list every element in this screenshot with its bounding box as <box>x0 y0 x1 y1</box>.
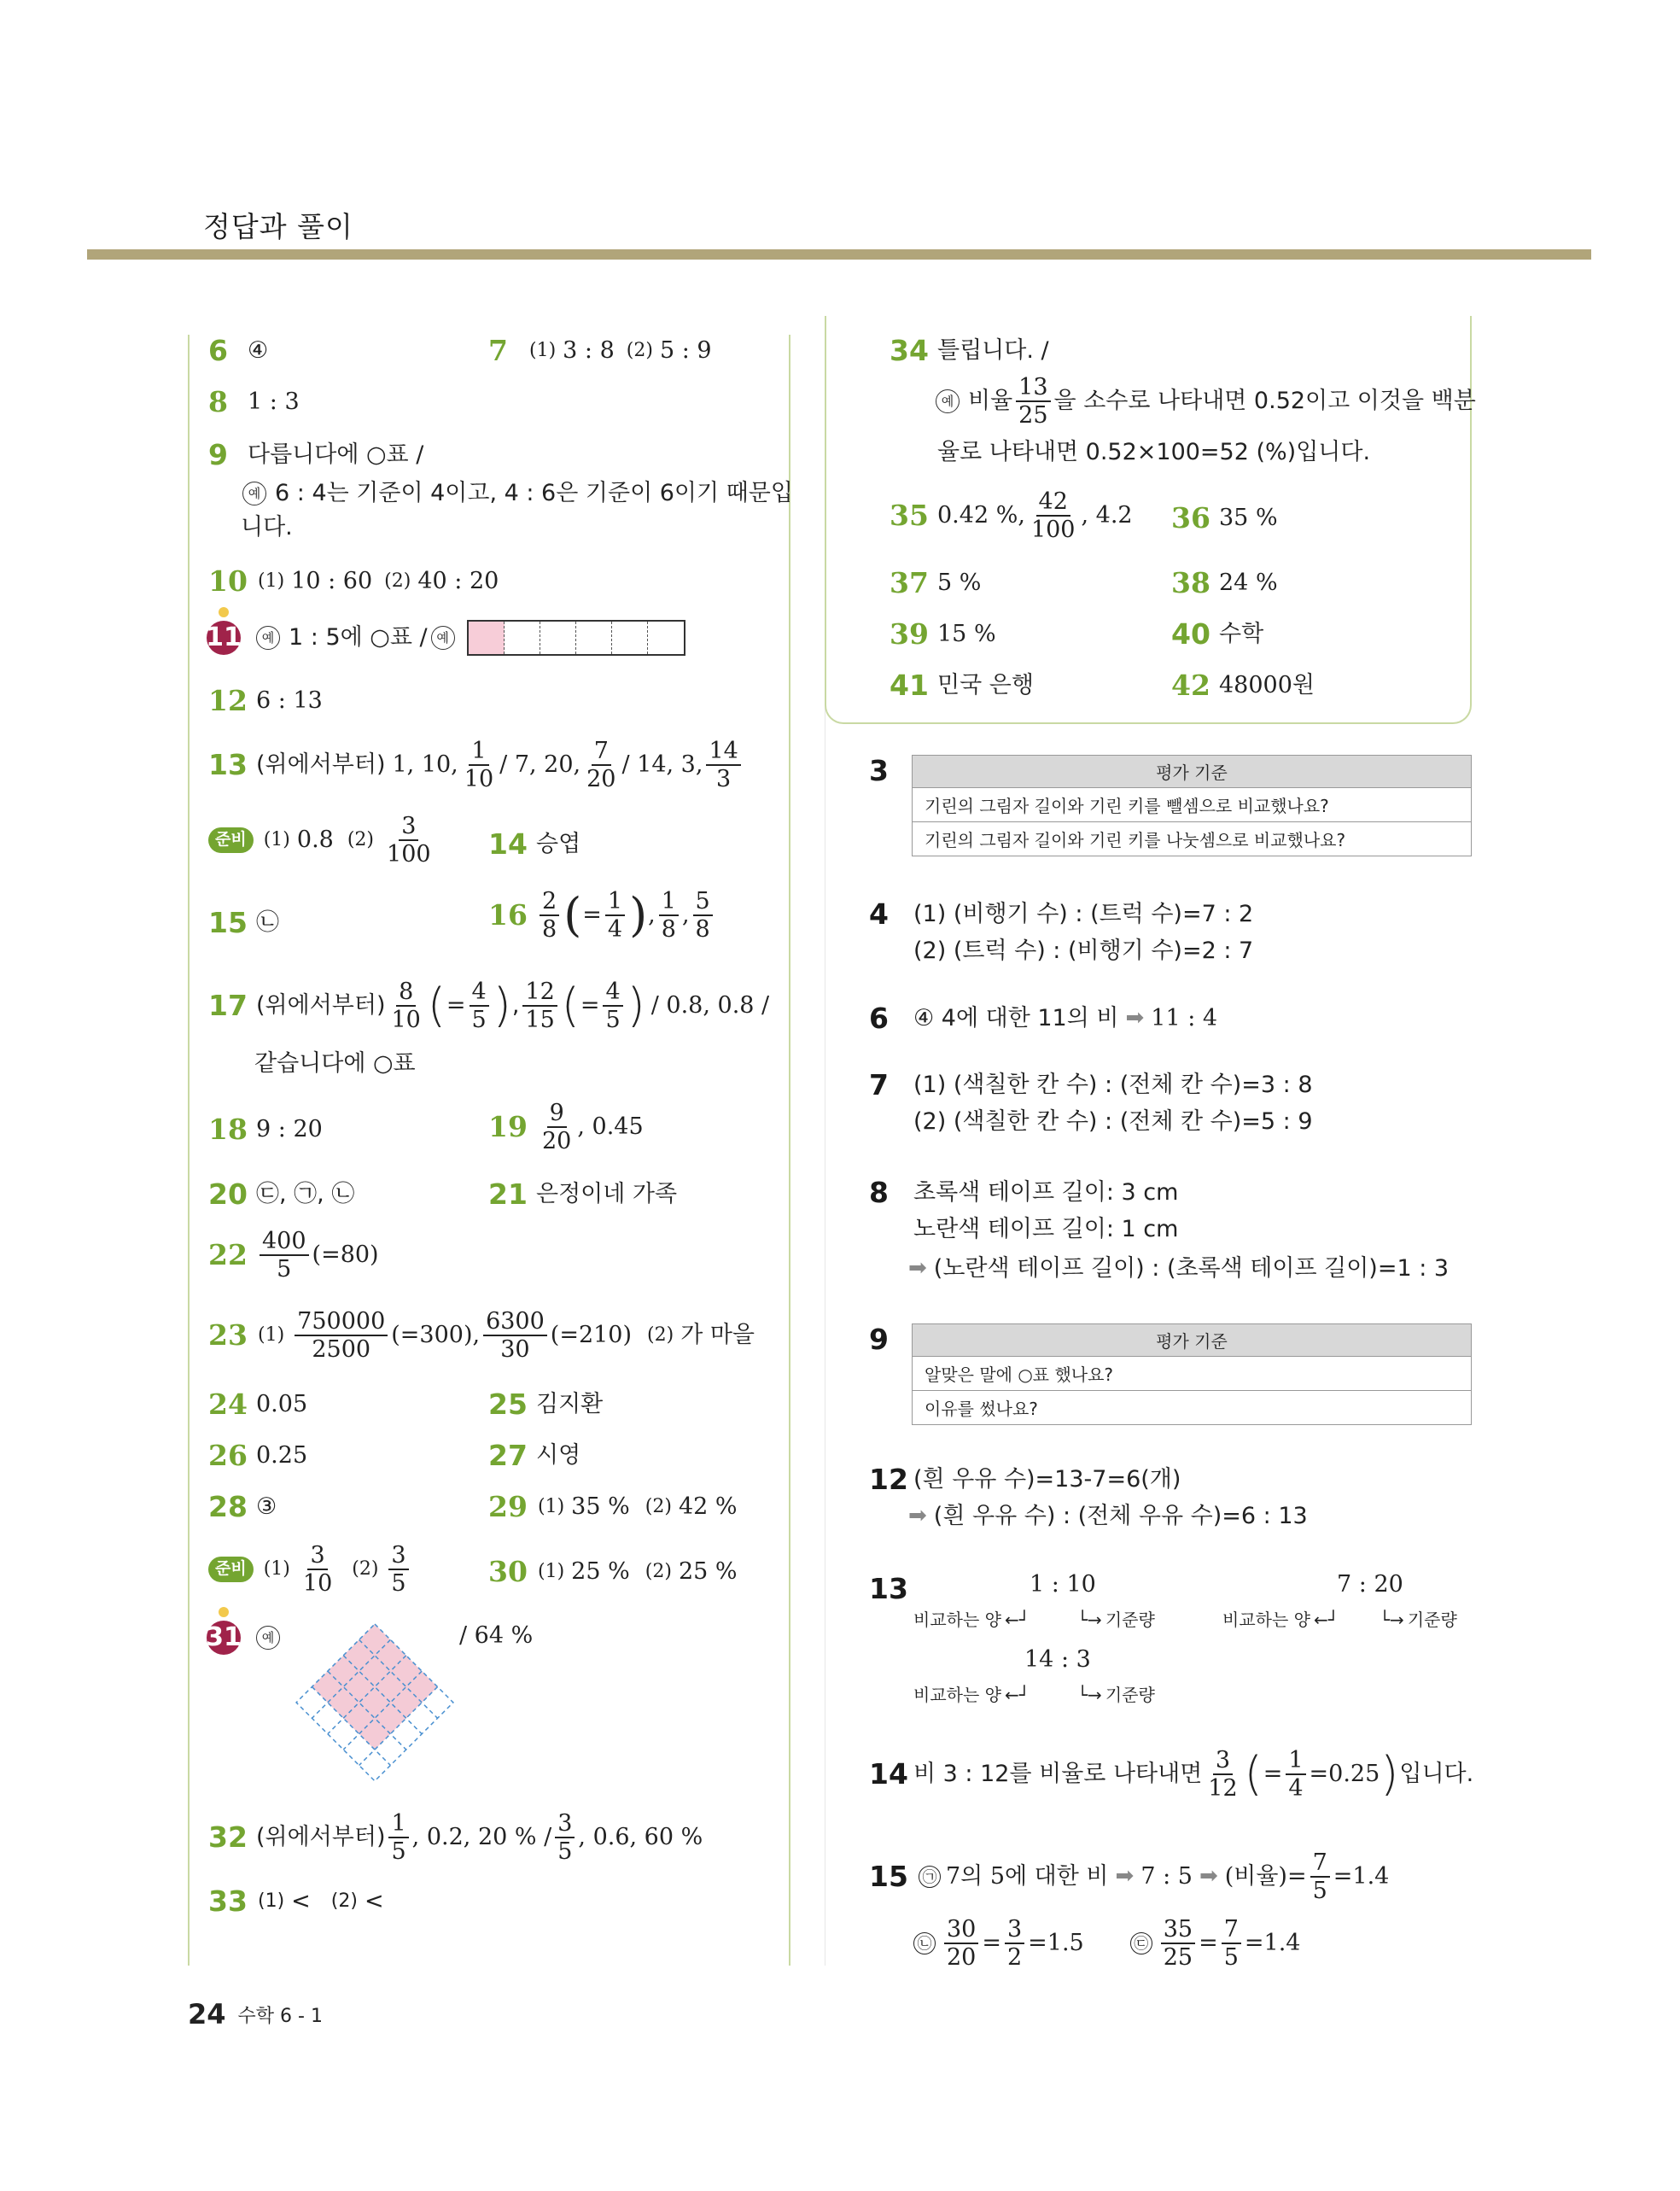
part-label: (2) <box>645 1561 672 1583</box>
part-label: (2) <box>645 1496 672 1518</box>
fraction: $\frac{30}{20}$ <box>944 1918 978 1969</box>
explain-text: (흰 우유 수)=13-7=6(개) <box>913 1466 1181 1493</box>
ratio-1: 1 : 10 <box>1030 1571 1096 1598</box>
explain-9 <box>869 1323 913 1356</box>
answer-26 <box>208 1440 307 1472</box>
q-number: 41 <box>890 669 929 702</box>
answer-29 <box>488 1491 738 1523</box>
q-number: 30 <box>488 1555 528 1588</box>
answer-34 <box>890 335 1049 367</box>
explain-15-line2 <box>908 1918 1300 1969</box>
answer-text: (=210) <box>550 1322 633 1349</box>
part-label: (1) <box>263 829 290 851</box>
q-number: 42 <box>1171 669 1210 702</box>
answer-31-tail <box>459 1622 533 1649</box>
equals: = <box>446 992 466 1020</box>
junbi-1 <box>208 815 437 866</box>
answer-9-line3 <box>241 514 293 540</box>
answer-text: 을 소수로 나타내면 0.52이고 이것을 백분 <box>1053 388 1476 415</box>
explain-14: 14 비 3 : 12를 비율로 나타내면 3 12 ( = $\frac{1}{4}$ =0.25 ) 입니다. <box>869 1747 1474 1802</box>
fraction: 6300 30 <box>483 1310 547 1361</box>
q-number: 24 <box>208 1388 248 1421</box>
q-number: 33 <box>208 1884 248 1918</box>
answer-text: 다릅니다에 ○표 / <box>248 441 424 469</box>
q-number: 28 <box>208 1490 248 1523</box>
answer-text: 0.8 <box>296 827 334 854</box>
q-number: 15 <box>869 1860 908 1894</box>
explain-text: 11 : 4 <box>1151 1005 1218 1032</box>
answer-text: 9 : 20 <box>256 1116 323 1143</box>
answer-text: 25 % <box>571 1558 630 1586</box>
middle-line-left <box>789 335 790 1966</box>
q-number: 18 <box>208 1113 248 1146</box>
example-mark: 예 <box>242 482 266 505</box>
fraction: 14 3 <box>706 739 740 791</box>
equals: = <box>580 992 600 1020</box>
answer-text: / 0.8, 0.8 / <box>650 992 770 1020</box>
explain-text: 노란색 테이프 길이: 1 cm <box>913 1216 1179 1242</box>
answer-9 <box>208 439 423 471</box>
explain-text: (노란색 테이프 길이) : (초록색 테이프 길이)=1 : 3 <box>933 1255 1450 1282</box>
q-number: 6 <box>208 334 228 367</box>
arrow-icon: ➡ <box>1199 1863 1218 1890</box>
q-number: 36 <box>1171 501 1210 535</box>
answer-16: 16 2 8 ( = $\frac{1}{4}$ ) , 1 8 , 5 8 <box>488 890 716 941</box>
answer-text: 3 : 8 <box>563 337 615 365</box>
fraction: 7 20 <box>586 738 616 792</box>
q-number: 21 <box>488 1177 528 1211</box>
header-bar <box>87 249 1591 260</box>
answer-text: < <box>291 1888 311 1915</box>
answer-12 <box>208 685 323 717</box>
answer-text: 같습니다에 ○표 <box>254 1050 416 1077</box>
table-row: 기린의 그림자 길이와 기린 키를 뺄셈으로 비교했나요? <box>913 788 1471 822</box>
q-number: 7 <box>869 1068 889 1101</box>
part-label: (1) <box>538 1496 565 1518</box>
q-number: 25 <box>488 1388 528 1421</box>
answer-text: 6 : 13 <box>256 687 323 715</box>
q-number: 6 <box>869 1002 889 1035</box>
example-mark: 예 <box>256 626 280 650</box>
answer-39 <box>890 618 996 651</box>
example-mark: 예 <box>431 626 455 650</box>
part-label: (2) <box>384 570 411 593</box>
ratio-3-compare-label: 비교하는 양 ←┘ <box>913 1685 1030 1705</box>
q-number: 14 <box>869 1757 908 1791</box>
answer-17-line2 <box>254 1050 416 1077</box>
q-number: 29 <box>488 1490 528 1523</box>
part-label: (1) <box>258 1890 285 1913</box>
answer-text: 시영 <box>536 1442 581 1469</box>
answer-text: < <box>364 1888 384 1915</box>
q-number: 12 <box>869 1463 908 1496</box>
answer-37 <box>890 567 981 599</box>
ratio-2: 7 : 20 <box>1337 1571 1403 1598</box>
fraction: 42 100 <box>1030 488 1076 543</box>
part-label: (1) <box>263 1558 290 1580</box>
answer-11 <box>207 620 685 656</box>
fraction: 13 25 <box>1016 376 1050 427</box>
equals: = <box>1199 1930 1218 1957</box>
explain-7 <box>869 1069 1313 1101</box>
answer-17: 17 (위에서부터) 8 10 ( = $\frac{4}{5}$ ) , 12 15 ( = $\frac{4}{5}$ ) / 0.8, 0.8 / <box>208 979 770 1033</box>
q-number: 34 <box>890 334 929 367</box>
q-number: 39 <box>890 617 929 651</box>
prep-badge: 준비 <box>208 827 254 853</box>
answer-text: 24 % <box>1219 570 1278 597</box>
criteria-table-3 <box>912 755 1472 856</box>
answer-text: (=80) <box>312 1242 379 1269</box>
q-number: 16 <box>488 898 528 932</box>
fraction: 3 100 <box>387 813 431 868</box>
part-label: (2) <box>647 1324 674 1347</box>
answer-text: 김지환 <box>536 1391 604 1418</box>
fraction: 3 5 <box>555 1812 575 1863</box>
q-number: 12 <box>208 684 248 717</box>
equals: = <box>982 1930 1001 1957</box>
answer-text: 5 % <box>937 570 982 597</box>
fraction: 2 8 <box>540 890 559 941</box>
answer-31 <box>207 1621 289 1655</box>
answer-19 <box>488 1101 644 1153</box>
circled-letter: ㉠ <box>919 1866 941 1888</box>
arrow-icon: ➡ <box>1125 1005 1145 1031</box>
answer-text: , 0.6, 60 % <box>578 1824 703 1851</box>
table-header: 평가 기준 <box>913 756 1471 788</box>
part-label: (2) <box>626 340 653 362</box>
answer-text: / 64 % <box>459 1622 534 1649</box>
q-number: 7 <box>488 334 508 367</box>
explain-text: 7 : 5 <box>1140 1863 1193 1890</box>
explain-15 <box>869 1851 1389 1902</box>
part-label: (1) <box>538 1561 565 1583</box>
answer-22 <box>208 1230 379 1281</box>
ratio-1-compare-label: 비교하는 양 ←┘ <box>913 1610 1030 1630</box>
ratio-2-compare-label: 비교하는 양 ←┘ <box>1222 1610 1339 1630</box>
answer-text: ㉡ <box>256 909 279 937</box>
answer-prefix: (위에서부터) <box>256 1824 386 1851</box>
q-number: 26 <box>208 1439 248 1472</box>
answer-34-line3 <box>937 439 1370 465</box>
explain-text: =0.25 <box>1309 1761 1380 1788</box>
criteria-table-9 <box>912 1323 1472 1425</box>
junbi-2 <box>208 1544 412 1595</box>
answer-13 <box>208 739 744 791</box>
answer-text: 25 % <box>678 1558 738 1586</box>
fraction: $\frac{3}{2}$ <box>1005 1918 1024 1969</box>
fraction: $\frac{35}{25}$ <box>1161 1918 1195 1969</box>
explain-8-line2 <box>913 1216 1178 1242</box>
answer-8 <box>208 386 300 418</box>
explain-text: (비율)= <box>1224 1863 1307 1890</box>
fraction: $\frac{7}{5}$ <box>1310 1851 1330 1902</box>
table-header: 평가 기준 <box>913 1324 1471 1357</box>
answer-20 <box>208 1178 354 1211</box>
fraction: 8 10 <box>391 979 421 1033</box>
answer-text: 1, 10, <box>392 751 458 779</box>
circled-letter: ㉡ <box>913 1932 936 1954</box>
answer-10 <box>208 565 499 598</box>
example-mark: 예 <box>936 389 960 413</box>
q-number: 3 <box>869 754 889 787</box>
answer-25 <box>488 1388 603 1421</box>
answer-text: ㉢, ㉠, ㉡ <box>256 1181 355 1208</box>
explain-7-line2 <box>913 1108 1313 1135</box>
star-question-badge: 11 <box>207 621 241 655</box>
explain-6 <box>869 1002 1217 1035</box>
answer-text: ③ <box>256 1493 277 1521</box>
answer-text: (=300), <box>391 1322 481 1349</box>
answer-text: 10 : 60 <box>291 568 373 595</box>
table-row: 알맞은 말에 ○표 했나요? <box>913 1357 1471 1391</box>
answer-prefix: (위에서부터) <box>256 992 386 1020</box>
fraction: $\frac{4}{5}$ <box>470 980 489 1031</box>
explain-text: 초록색 테이프 길이: 3 cm <box>913 1179 1179 1207</box>
q-number: 4 <box>869 897 889 931</box>
explain-text: (흰 우유 수) : (전체 우유 수)=6 : 13 <box>933 1503 1308 1529</box>
answer-text: 비율 <box>968 388 1013 415</box>
explain-text: 7의 5에 대한 비 <box>946 1863 1109 1890</box>
fraction: $\frac{1}{4}$ <box>605 890 625 941</box>
fraction: 1 10 <box>464 738 494 792</box>
answer-text: , 0.45 <box>577 1113 644 1141</box>
answer-28 <box>208 1491 277 1523</box>
star-question-badge: 31 <box>207 1621 241 1655</box>
circled-letter: ㉢ <box>1130 1932 1152 1954</box>
page-header-title: 정답과 풀이 <box>203 210 353 243</box>
answer-text: 은정이네 가족 <box>536 1181 678 1208</box>
q-number: 35 <box>890 499 929 533</box>
answer-text: 35 % <box>571 1493 630 1521</box>
answer-text: 0.05 <box>256 1391 308 1418</box>
left-column-line <box>188 335 190 1966</box>
answer-text: 가 마을 <box>680 1322 755 1349</box>
ratio-2-base-label: └→ 기준량 <box>1380 1610 1457 1630</box>
answer-text: , 0.2, 20 % / <box>411 1824 552 1851</box>
q-number: 14 <box>488 827 528 861</box>
q-number: 38 <box>1171 566 1210 599</box>
answer-40 <box>1171 618 1263 651</box>
explain-text: 비 3 : 12를 비율로 나타내면 <box>913 1761 1203 1788</box>
fraction: $\frac{4}{5}$ <box>603 980 622 1031</box>
answer-23 <box>208 1310 755 1361</box>
answer-text: 민국 은행 <box>937 672 1034 699</box>
ratio-3-base-label: └→ 기준량 <box>1077 1685 1155 1705</box>
answer-30 <box>488 1556 738 1588</box>
answer-text: 니다. <box>241 514 293 540</box>
answer-42 <box>1171 669 1315 702</box>
q-number: 9 <box>208 438 228 471</box>
page-number: 24 <box>188 1998 226 2030</box>
arrow-icon: ➡ <box>908 1502 927 1528</box>
q-number: 8 <box>208 385 228 418</box>
q-number: 27 <box>488 1439 528 1472</box>
answer-38 <box>1171 567 1278 599</box>
answer-text: / 14, 3, <box>621 751 703 779</box>
part-label: (2) <box>330 1890 358 1913</box>
table-row: 이유를 썼나요? <box>925 1399 1038 1419</box>
fraction: 12 15 <box>522 980 557 1031</box>
answer-18 <box>208 1113 323 1146</box>
answer-text: 40 : 20 <box>417 568 499 595</box>
answer-27 <box>488 1440 580 1472</box>
fraction: $\frac{1}{4}$ <box>1286 1749 1305 1800</box>
answer-text: 42 % <box>678 1493 738 1521</box>
answer-7 <box>488 335 712 367</box>
answer-text: 0.25 <box>256 1442 308 1469</box>
answer-32 <box>208 1812 703 1863</box>
explain-text: (1) (색칠한 칸 수) : (전체 칸 수)=3 : 8 <box>913 1072 1313 1099</box>
answer-text: 틀립니다. / <box>937 337 1049 365</box>
explain-4-line2 <box>913 938 1253 964</box>
answer-text: ④ <box>248 337 269 365</box>
example-mark: 예 <box>256 1626 280 1650</box>
answer-prefix: (위에서부터) <box>256 751 386 779</box>
fraction: 5 8 <box>693 890 713 941</box>
q-number: 9 <box>869 1323 889 1356</box>
ratio-1-base-label: └→ 기준량 <box>1077 1610 1155 1630</box>
page-footer <box>188 1998 323 2030</box>
q-number: 37 <box>890 566 929 599</box>
fraction: 750000 2500 <box>295 1310 388 1361</box>
answer-text: , 4.2 <box>1081 502 1133 529</box>
answer-text: 승엽 <box>536 831 581 858</box>
answer-text: 수학 <box>1219 621 1264 648</box>
explain-text: (2) (트럭 수) : (비행기 수)=2 : 7 <box>913 938 1254 964</box>
q-number: 19 <box>488 1110 528 1144</box>
q-number: 15 <box>208 906 248 939</box>
q-number: 13 <box>208 748 248 782</box>
explain-text: 입니다. <box>1399 1761 1474 1788</box>
ratio-strip <box>467 620 685 656</box>
q-number: 13 <box>869 1572 908 1605</box>
fraction: 3 5 <box>388 1544 408 1595</box>
fraction: 3 12 <box>1208 1747 1238 1802</box>
answer-14 <box>488 828 580 861</box>
explain-text: (2) (색칠한 칸 수) : (전체 칸 수)=5 : 9 <box>913 1108 1313 1135</box>
prep-badge: 준비 <box>208 1557 254 1582</box>
explain-text: ④ 4에 대한 11의 비 <box>913 1005 1119 1032</box>
answer-text: 5 : 9 <box>659 337 712 365</box>
q-number: 17 <box>208 989 248 1023</box>
explain-8 <box>869 1177 1178 1209</box>
arrow-icon: ➡ <box>1115 1863 1135 1890</box>
explain-text: =1.5 <box>1028 1930 1084 1957</box>
explain-13 <box>869 1573 913 1605</box>
explain-text: (1) (비행기 수) : (트럭 수)=7 : 2 <box>913 901 1254 928</box>
answer-33 <box>208 1885 384 1918</box>
explain-3 <box>869 755 913 787</box>
answer-text: 15 % <box>937 621 996 648</box>
fraction: 1 8 <box>659 890 679 941</box>
answer-text: 0.42 %, <box>937 502 1025 529</box>
equals: = <box>1263 1761 1283 1788</box>
q-number: 32 <box>208 1820 248 1855</box>
q-number: 40 <box>1171 617 1210 651</box>
answer-24 <box>208 1388 307 1421</box>
part-label: (1) <box>529 340 557 362</box>
equals: = <box>582 902 602 929</box>
table-row: 기린의 그림자 길이와 기린 키를 나눗셈으로 비교했나요? <box>925 830 1346 850</box>
part-label: (1) <box>258 570 285 593</box>
fraction: $\frac{7}{5}$ <box>1222 1918 1241 1969</box>
answer-6 <box>208 335 268 367</box>
explain-text: =1.4 <box>1244 1930 1301 1957</box>
part-label: (1) <box>258 1324 285 1347</box>
fraction: 1 5 <box>388 1812 408 1863</box>
explain-12-line2 <box>908 1503 1308 1529</box>
answer-36 <box>1171 502 1278 535</box>
answer-41 <box>890 669 1034 702</box>
part-label: (2) <box>352 1558 379 1580</box>
answer-text: 1 : 5에 ○표 / <box>289 624 428 651</box>
explain-4 <box>869 898 1253 931</box>
answer-text: 35 % <box>1219 505 1278 532</box>
answer-9-line2 <box>239 480 793 506</box>
answer-text: 율로 나타내면 0.52×100=52 (%)입니다. <box>937 439 1371 465</box>
answer-text: / 7, 20, <box>499 751 581 779</box>
q-number: 22 <box>208 1238 248 1272</box>
answer-34-line2 <box>932 376 1476 427</box>
answer-text: 6 : 4는 기준이 4이고, 4 : 6은 기준이 6이기 때문입 <box>275 480 793 506</box>
q-number: 8 <box>869 1176 889 1209</box>
q-number: 23 <box>208 1318 248 1353</box>
answer-15 <box>208 907 279 939</box>
fraction: 400 5 <box>260 1230 309 1281</box>
ratio-3: 14 : 3 <box>1024 1646 1091 1673</box>
part-label: (2) <box>347 829 375 851</box>
footer-subject: 수학 6 - 1 <box>237 2005 323 2027</box>
explain-8-line3 <box>908 1255 1449 1282</box>
fraction: 9 20 <box>542 1100 572 1154</box>
diamond-grid-diagram <box>294 1622 456 1785</box>
arrow-icon: ➡ <box>908 1254 927 1281</box>
answer-text: 48000원 <box>1219 672 1315 699</box>
answer-text: 1 : 3 <box>248 389 300 416</box>
answer-21 <box>488 1178 677 1211</box>
answer-35 <box>890 490 1133 541</box>
explain-text: =1.4 <box>1333 1863 1390 1890</box>
q-number: 10 <box>208 564 248 598</box>
q-number: 20 <box>208 1177 248 1211</box>
explain-12 <box>869 1464 1181 1496</box>
fraction: 3 10 <box>302 1542 333 1597</box>
